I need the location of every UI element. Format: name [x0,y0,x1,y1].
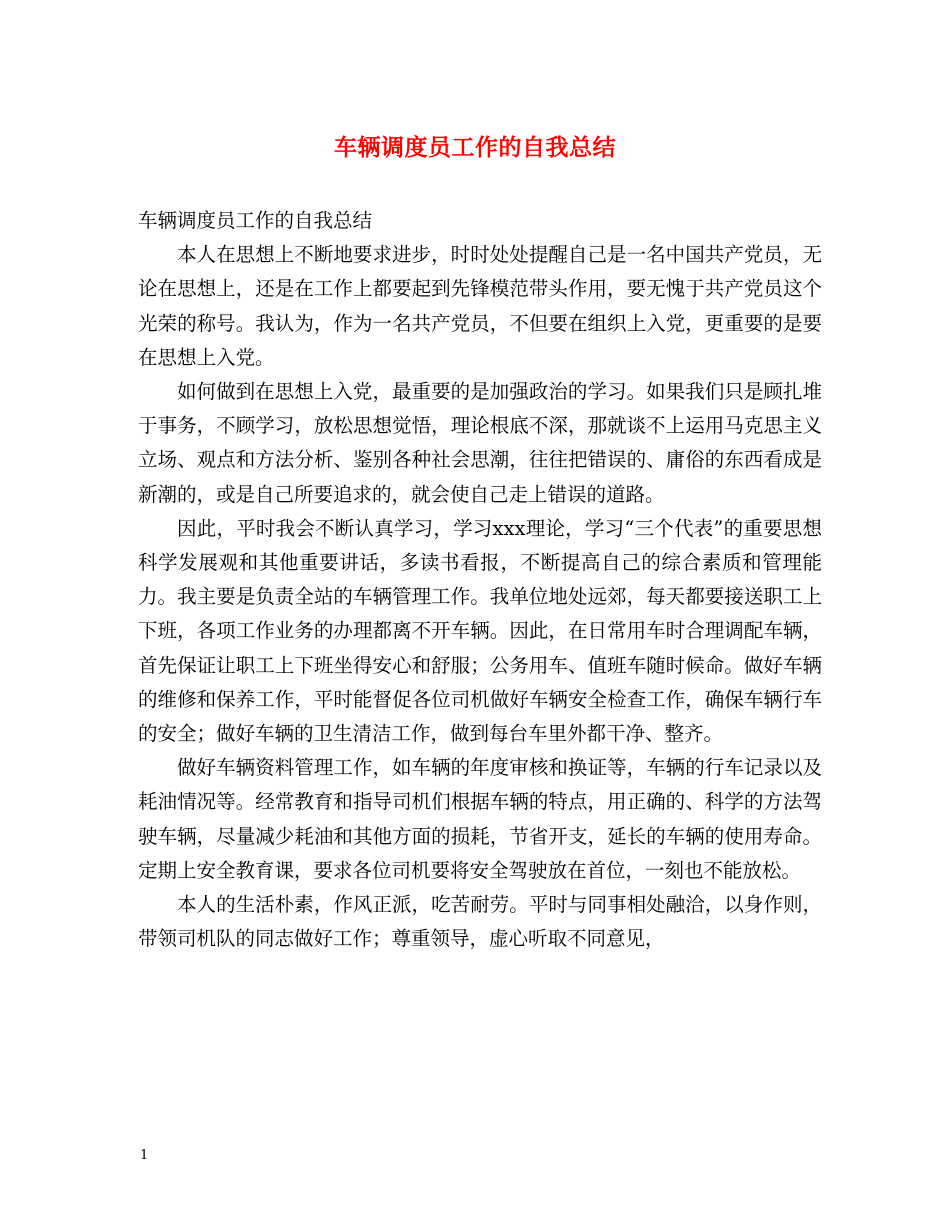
document-subtitle: 车辆调度员工作的自我总结 [138,209,373,232]
paragraph-1: 本人在思想上不断地要求进步，时时处处提醒自己是一名中国共产党员，无论在思想上，还是在工作上都要起到先锋模范带头作用，要无愧于共产党员这个光荣的称号。我认为，作为一名共产党员，不但要在组织上入党，更重要的是要在思想上入党。 [138,243,822,369]
paragraph-5: 本人的生活朴素，作风正派，吃苦耐劳。平时与同事相处融洽，以身作则，带领司机队的同志做好工作；尊重领导，虚心听取不同意见， [138,893,822,951]
paragraph-2: 如何做到在思想上入党，最重要的是加强政治的学习。如果我们只是顾扎堆于事务，不顾学习，放松思想觉悟，理论根底不深，那就谈不上运用马克思主义立场、观点和方法分析、鉴别各种社会思潮，往往把错误的、庸俗的东西看成是新潮的，或是自己所要追求的，就会使自己走上错误的道路。 [138,380,822,506]
document-title: 车辆调度员工作的自我总结 [334,134,616,161]
page-number: 1 [140,1148,149,1163]
paragraph-3: 因此，平时我会不断认真学习，学习xxx理论，学习“三个代表”的重要思想科学发展观和其他重要讲话，多读书看报，不断提高自己的综合素质和管理能力。我主要是负责全站的车辆管理工作。我单位地处远郊，每天都要接送职工上下班，各项工作业务的办理都离不开车辆。因此，在日常用车时合理调配车辆，首先保证让职工上下班坐得安心和舒服；公务用车、值班车随时候命。做好车辆的维修和保养工作，平时能督促各位司机做好车辆安全检查工作，确保车辆行车的安全；做好车辆的卫生清洁工作，做到每台车里外都干净、整齐。 [138,516,822,746]
document-body [138,204,822,956]
paragraph-4: 做好车辆资料管理工作，如车辆的年度审核和换证等，车辆的行车记录以及耗油情况等。经常教育和指导司机们根据车辆的特点，用正确的、科学的方法驾驶车辆，尽量减少耗油和其他方面的损耗，节省开支，延长的车辆的使用寿命。定期上安全教育课，要求各位司机要将安全驾驶放在首位，一刻也不能放松。 [138,756,822,882]
